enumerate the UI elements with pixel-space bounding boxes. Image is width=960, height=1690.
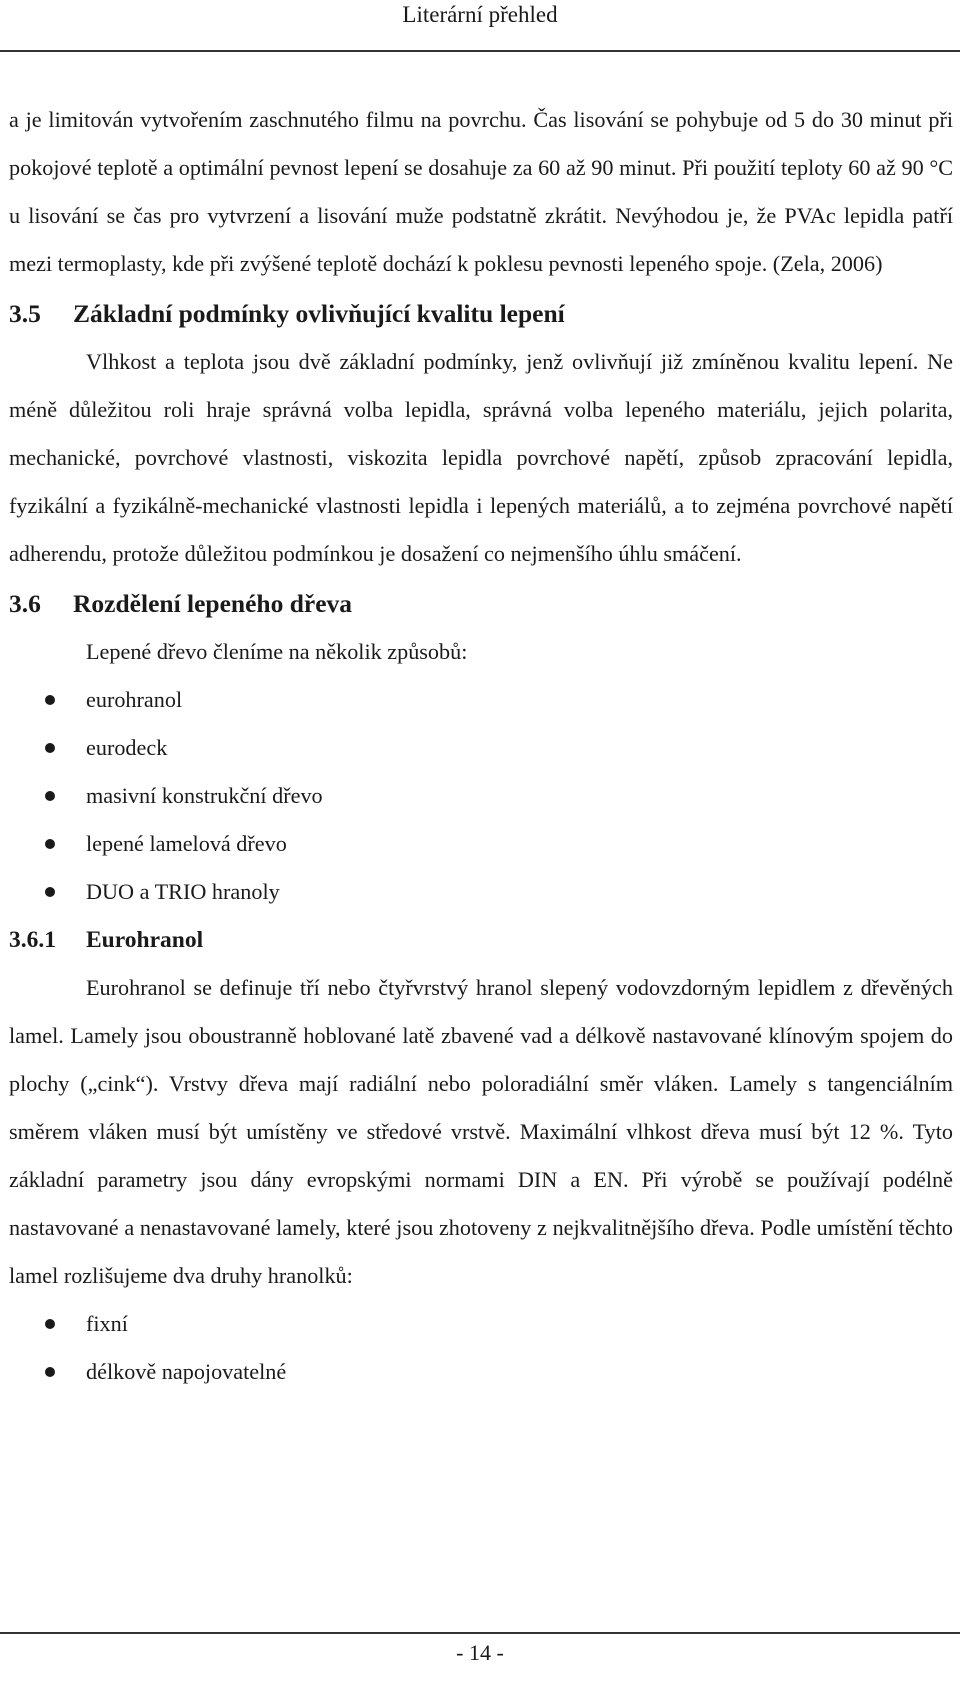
running-header: Literární přehled [402,2,558,27]
bullet-icon [45,887,55,897]
list-item [9,1300,953,1348]
section-number: 3.5 [9,299,41,328]
section-heading-3-6 [9,580,953,628]
list-item-text: DUO a TRIO hranoly [86,879,280,904]
footer-divider [0,1632,960,1634]
list-item-text: fixní [86,1311,128,1336]
section-title: Základní podmínky ovlivňující kvalitu lepení [73,299,565,328]
page-content [9,96,953,1396]
list-item [9,676,953,724]
bullet-icon [45,791,55,801]
list-druhy-lepeneho-dreva [9,676,953,916]
paragraph-pvac-lisovani: a je limitován vytvořením zaschnutého filmu na povrchu. Čas lisování se pohybuje od 5 do 30 minut při pokojové teplotě a optimální pevnost lepení se dosahuje za 60 až 90 minut. Při použití teploty 60 až 90 °C u lisování se čas pro vytvrzení a lisování muže podstatně zkrátit. Nevýhodou je, že PVAc lepidla patří mezi termoplasty, kde při zvýšené teplotě dochází k poklesu pevnosti lepeného spoje. (Zela, 2006) [9,107,953,276]
page-number: - 14 - [456,1640,504,1665]
list-item [9,772,953,820]
paragraph-cleneni-dreva: Lepené dřevo členíme na několik způsobů: [86,639,468,664]
list-item-text: masivní konstrukční dřevo [86,783,323,808]
bullet-icon [45,695,55,705]
section-number: 3.6 [9,589,41,618]
list-item [9,820,953,868]
bullet-icon [45,839,55,849]
list-druhy-hranolku [9,1300,953,1396]
section-heading-3-6-1 [9,916,953,964]
list-item [9,724,953,772]
bullet-icon [45,743,55,753]
bullet-icon [45,1367,55,1377]
paragraph-eurohranol: Eurohranol se definuje tří nebo čtyřvrstvý hranol slepený vodovzdorným lepidlem z dřevěných lamel. Lamely jsou oboustranně hoblované latě zbavené vad a délkově nastavované klínovým spojem do plochy („cink“). Vrstvy dřeva mají radiální nebo poloradiální směr vláken. Lamely s tangenciálním směrem vláken musí být umístěny ve středové vrstvě. Maximální vlhkost dřeva musí být 12 %. Tyto základní parametry jsou dány evropskými normami DIN a EN. Při výrobě se používají podélně nastavované a nenastavované lamely, které jsou zhotoveny z nejkvalitnějšího dřeva. Podle umístění těchto lamel rozlišujeme dva druhy hranolků: [9,975,953,1288]
section-title: Rozdělení lepeného dřeva [73,589,353,618]
section-number: 3.6.1 [9,927,56,953]
header-divider [0,50,960,52]
list-item-text: délkově napojovatelné [86,1359,287,1384]
bullet-icon [45,1319,55,1329]
list-item [9,1348,953,1396]
list-item [9,868,953,916]
section-title: Eurohranol [86,927,204,953]
list-item-text: eurodeck [86,735,168,760]
section-heading-3-5 [9,290,953,338]
list-item-text: lepené lamelová dřevo [86,831,287,856]
paragraph-podminky-lepeni: Vlhkost a teplota jsou dvě základní podmínky, jenž ovlivňují již zmíněnou kvalitu lepení. Ne méně důležitou roli hraje správná volba lepidla, správná volba lepeného materiálu, jejich polarita, mechanické, povrchové vlastnosti, viskozita lepidla povrchové napětí, způsob zpracování lepidla, fyzikální a fyzikálně-mechanické vlastnosti lepidla i lepených materiálů, a to zejména povrchové napětí adherendu, protože důležitou podmínkou je dosažení co nejmenšího úhlu smáčení. [9,349,953,566]
list-item-text: eurohranol [86,687,183,712]
